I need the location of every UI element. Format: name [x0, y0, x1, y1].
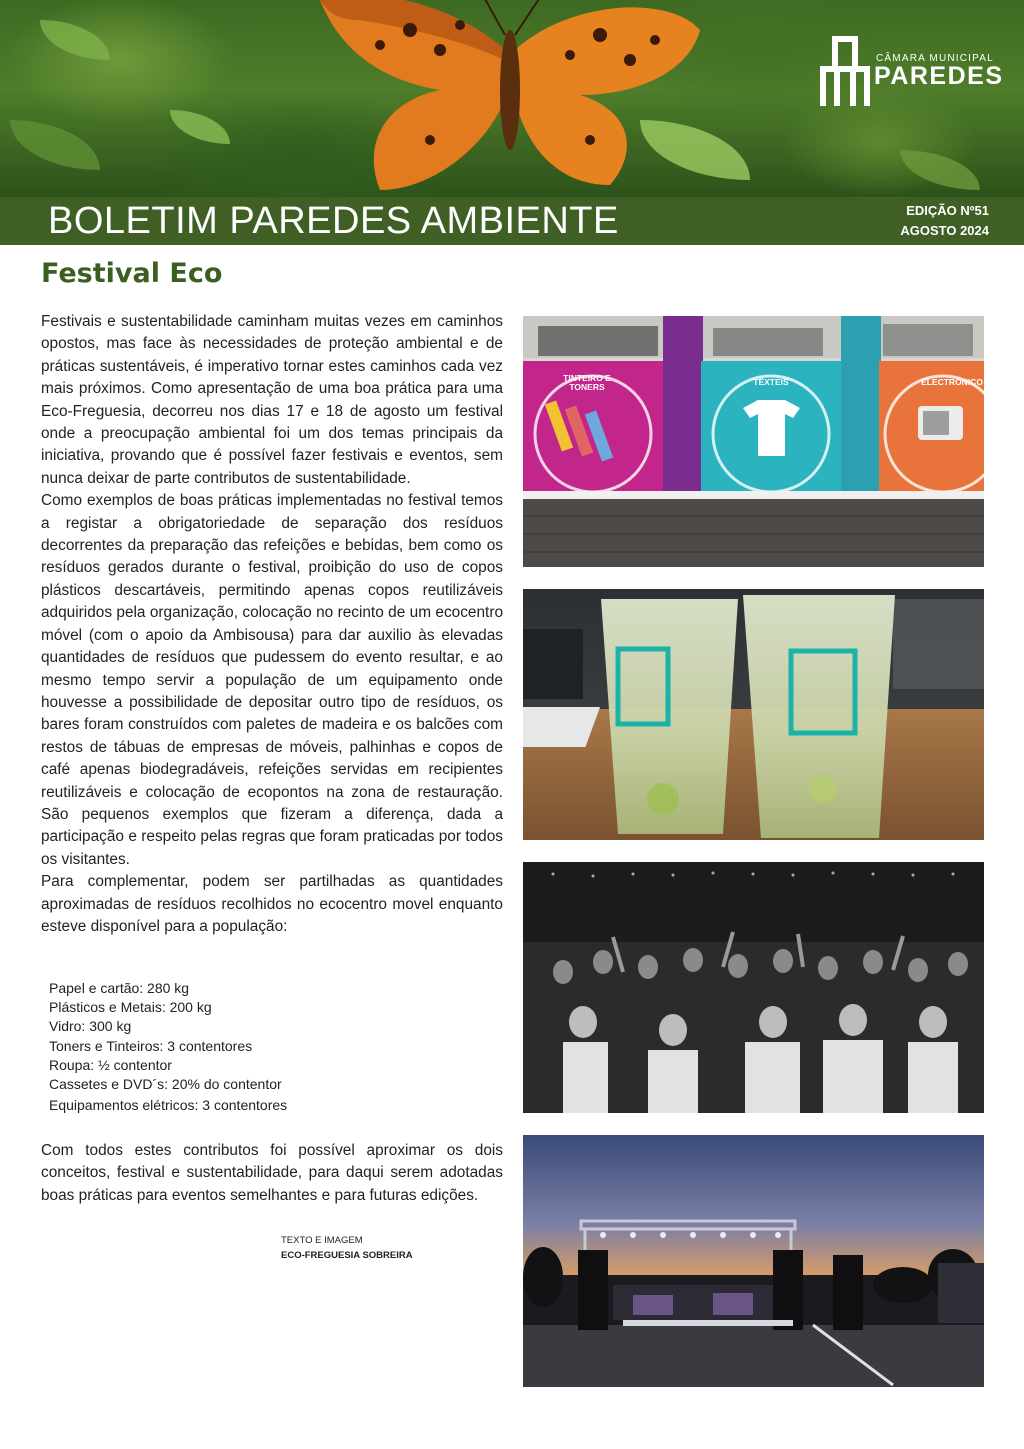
list-item: Toners e Tinteiros: 3 contentores — [49, 1037, 253, 1054]
paragraph: Para complementar, podem ser partilhadas as quantidades aproximadas de resíduos recolhidos no ecocentro movel enquanto esteve disponível para a população: — [41, 873, 503, 935]
list-item: Cassetes e DVD´s: 20% do contentor — [49, 1076, 282, 1093]
photo-reusable-cups — [523, 589, 984, 840]
leaf — [170, 110, 230, 144]
edition-number: EDIÇÃO Nº51 — [906, 203, 989, 218]
leaf — [10, 120, 100, 170]
list-item: Plásticos e Metais: 200 kg — [49, 999, 212, 1016]
bin-label-toners: TINTEIRO E TONERS — [563, 373, 611, 392]
photo-recycling-bins — [523, 316, 984, 567]
leaf — [40, 20, 110, 60]
camara-municipal-paredes-logo — [820, 36, 1004, 108]
photo-stage-sunset — [523, 1135, 984, 1387]
list-item: Papel e cartão: 280 kg — [49, 980, 190, 996]
bin-label-electronics: ELECTRÓNICO — [921, 377, 983, 387]
article-body — [41, 311, 503, 938]
header-banner-photo — [0, 0, 1024, 197]
closing-paragraph: Com todos estes contributos foi possível aproximar os dois conceitos, festival e sustentabilidade, para daqui serem adotadas boas práticas para eventos semelhantes e para futuras edições. — [41, 1142, 503, 1204]
logo-building-icon — [820, 36, 870, 108]
bulletin-title: BOLETIM PAREDES AMBIENTE — [48, 200, 619, 242]
credit-name: ECO-FREGUESIA SOBREIRA — [281, 1250, 413, 1261]
paragraph: Como exemplos de boas práticas implementadas no festival temos a registar a obrigatoriedade de separação dos resíduos decorrentes da preparação das refeições e bebidas, bem como os resíduos gerados durante o festival, proibição do uso de copos plásticos descartáveis, permitindo apenas copos reutilizáveis adquiridos pela organização, colocação no recinto de um ecocentro móvel (com o apoio da Ambisousa) para dar auxilio às elevadas quantidades de resíduos que pudessem do evento resultar, e ao mesmo tempo servir a população de um equipamento onde houvesse a possibilidade de depositar outro tipo de resíduos, os bares foram construídos com paletes de madeira e os balcões com restos de tábuas de empresas de móveis, palhinhas e copos de café apenas biodegradáveis, refeições servidas em recipientes reutilizáveis e colocação de ecopontos na zona de restauração. São pequenos exemplos que fizeram a diferença, dada a participação e respeito pelas regras que foram praticadas por todos os visitantes. — [41, 492, 503, 868]
list-item: Vidro: 300 kg — [49, 1018, 132, 1035]
butterfly-image — [300, 0, 720, 197]
paragraph: Festivais e sustentabilidade caminham muitas vezes em caminhos opostos, mas face às necessidades de proteção ambiental e de práticas sustentáveis, é imperativo tornar estes caminhos cada vez mais próximos. Como apresentação de uma boa prática para uma Eco-Freguesia, decorreu nos dias 17 e 18 de agosto um festival onde a preocupação ambiental foi um dos temas principais da iniciativa, provando que é possível fazer festivais e eventos, sem nunca deixar de parte contributos de sustentabilidade. — [41, 313, 503, 487]
edition-date: AGOSTO 2024 — [900, 223, 989, 238]
edition-info — [900, 201, 989, 241]
credit — [281, 1233, 413, 1263]
list-item: Roupa: ½ contentor — [49, 1056, 172, 1073]
list-item: Equipamentos elétricos: 3 contentores — [49, 1097, 288, 1114]
leaf — [900, 150, 980, 190]
logo-subtitle: CÂMARA MUNICIPAL — [876, 53, 994, 64]
waste-stats-list — [49, 979, 429, 1115]
logo-title: PAREDES — [874, 62, 1004, 90]
title-bar — [0, 197, 1024, 245]
credit-label: TEXTO E IMAGEM — [281, 1235, 363, 1246]
bin-label-textiles: TÊXTEIS — [753, 377, 789, 387]
article-heading: Festival Eco — [41, 258, 223, 289]
photo-festival-crowd — [523, 862, 984, 1113]
